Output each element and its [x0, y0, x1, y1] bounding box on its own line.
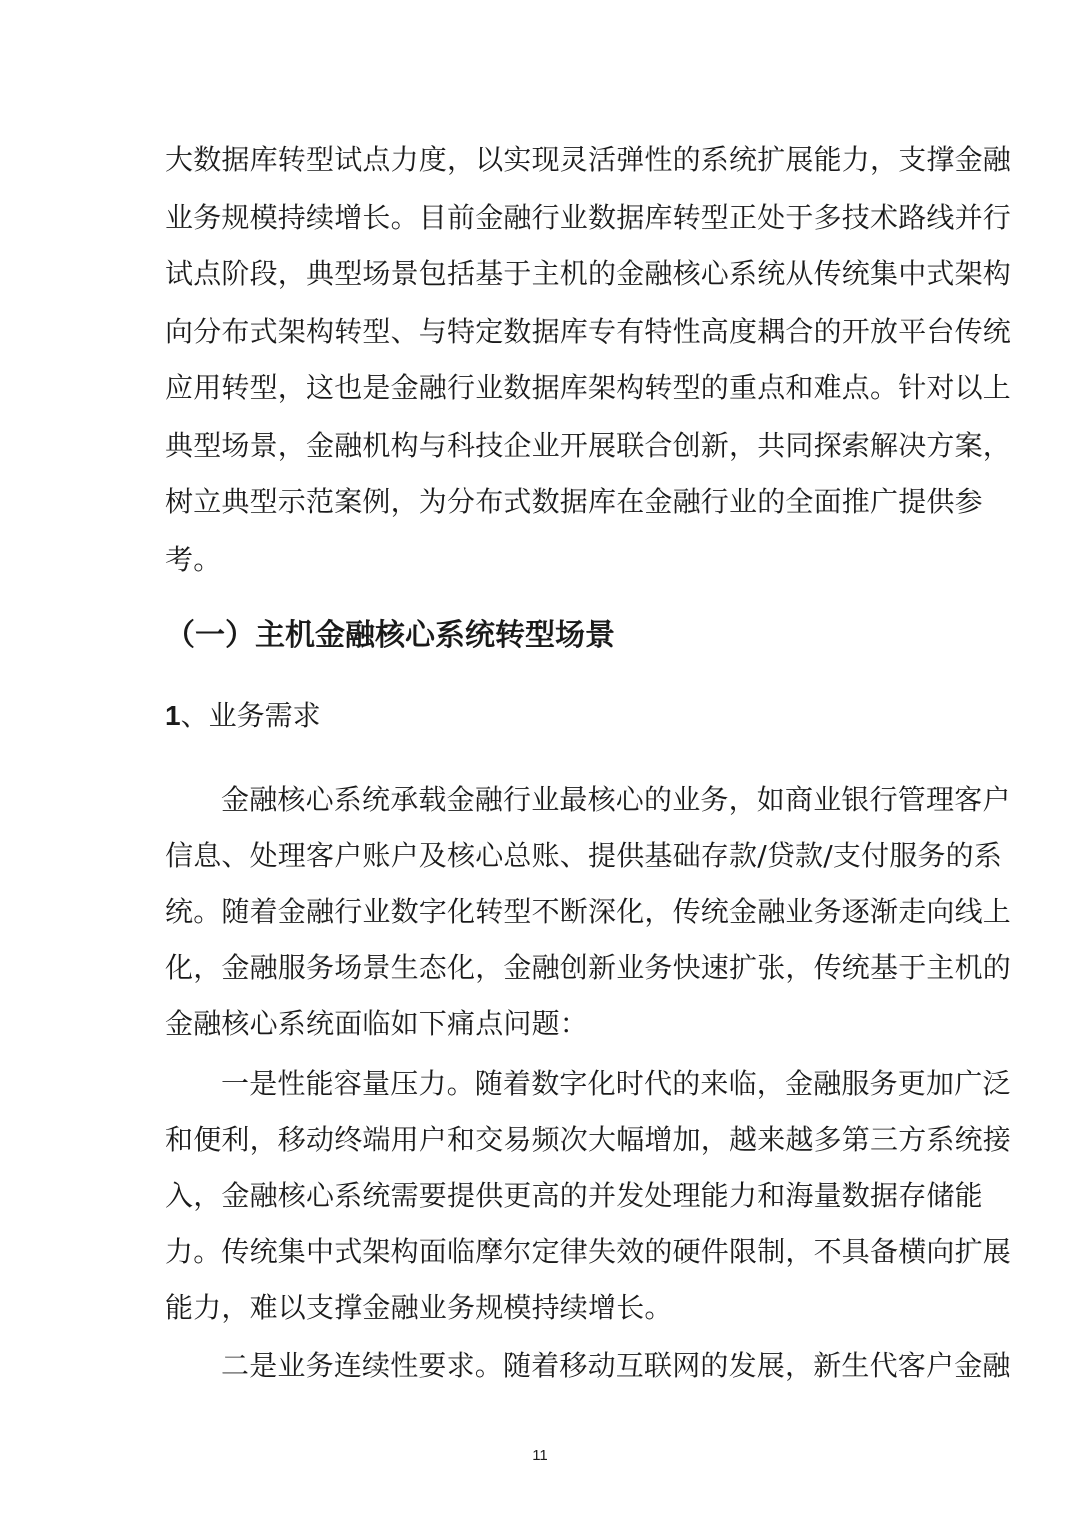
subsection-heading: [165, 696, 921, 736]
paragraph-line: 信息、处理客户账户及核心总账、提供基础存款/贷款/支付服务的系: [165, 839, 1003, 872]
paragraph-line: 应用转型，这也是金融行业数据库架构转型的重点和难点。针对以上: [165, 371, 1012, 404]
paragraph-line: 力。传统集中式架构面临摩尔定律失效的硬件限制，不具备横向扩展: [165, 1235, 1012, 1268]
paragraph-line: 能力，难以支撑金融业务规模持续增长。: [165, 1291, 673, 1324]
paragraph-line: 大数据库转型试点力度，以实现灵活弹性的系统扩展能力，支撑金融: [165, 143, 1012, 176]
paragraph-line: 考。: [165, 543, 222, 576]
paragraph-line: 树立典型示范案例，为分布式数据库在金融行业的全面推广提供参: [165, 485, 983, 518]
page-number: 11: [532, 1447, 548, 1464]
paragraph-line: 入，金融核心系统需要提供更高的并发处理能力和海量数据存储能: [165, 1179, 983, 1212]
paragraph-line: 化，金融服务场景生态化，金融创新业务快速扩张，传统基于主机的: [165, 951, 1012, 984]
paragraph-line: 二是业务连续性要求。随着移动互联网的发展，新生代客户金融: [221, 1349, 1011, 1382]
subsection-title: 、业务需求: [180, 699, 321, 732]
paragraph-line: 金融核心系统面临如下痛点问题：: [165, 1007, 589, 1040]
paragraph-line: 和便利，移动终端用户和交易频次大幅增加，越来越多第三方系统接: [165, 1123, 1012, 1156]
paragraph-line: 一是性能容量压力。随着数字化时代的来临，金融服务更加广泛: [221, 1067, 1011, 1100]
paragraph-line: 典型场景，金融机构与科技企业开展联合创新，共同探索解决方案，: [165, 429, 1012, 462]
subsection-number: 1: [165, 700, 181, 731]
section-heading: （一）主机金融核心系统转型场景: [165, 618, 615, 653]
paragraph-line: 金融核心系统承载金融行业最核心的业务，如商业银行管理客户: [221, 783, 1011, 816]
paragraph-line: 向分布式架构转型、与特定数据库专有特性高度耦合的开放平台传统: [165, 315, 1012, 348]
paragraph-line: 试点阶段，典型场景包括基于主机的金融核心系统从传统集中式架构: [165, 257, 1012, 290]
paragraph-line: 统。随着金融行业数字化转型不断深化，传统金融业务逐渐走向线上: [165, 895, 1012, 928]
paragraph-line: 业务规模持续增长。目前金融行业数据库转型正处于多技术路线并行: [165, 201, 1012, 234]
